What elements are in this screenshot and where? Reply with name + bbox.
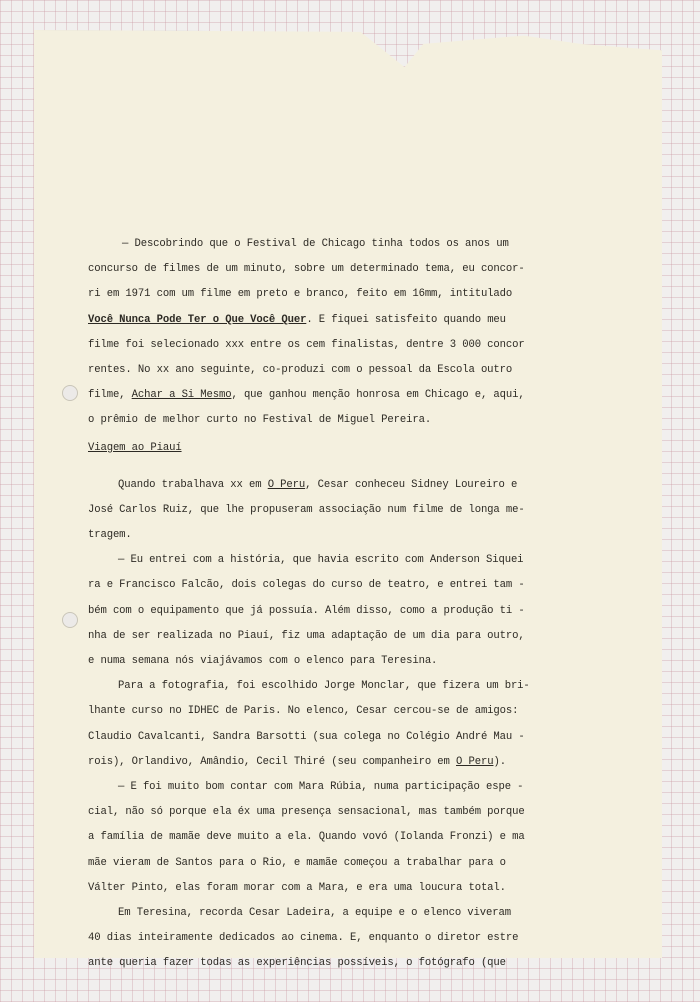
text-fragment: Quando trabalhava xx em xyxy=(118,478,268,491)
text-line: — Descobrindo que o Festival de Chicago tinha todos os anos um xyxy=(122,238,509,250)
text-line: bém com o equipamento que já possuía. Além disso, como a produção ti - xyxy=(88,604,525,617)
text-line: tragem. xyxy=(88,529,132,542)
text-fragment: , Cesar conheceu Sidney Loureiro e xyxy=(305,478,518,491)
text-fragment: rois), Orlandivo, Amândio, Cecil Thiré (seu companheiro em xyxy=(88,755,457,768)
film-title: Você Nunca Pode Ter o Que Você Quer xyxy=(88,313,307,326)
newspaper-title: O Peru xyxy=(456,755,494,768)
typewritten-text xyxy=(88,232,608,976)
text-line: rentes. No xx ano seguinte, co-produzi com o pessoal da Escola outro xyxy=(88,363,513,376)
text-line xyxy=(88,750,608,775)
text-line: ri em 1971 com um filme em preto e branco, feito em 16mm, intitulado xyxy=(88,288,513,301)
text-line: o prêmio de melhor curto no Festival de Miguel Pereira. xyxy=(88,414,432,427)
punch-hole-upper xyxy=(62,385,78,401)
text-line: 40 dias inteiramente dedicados ao cinema. E, enquanto o diretor estre xyxy=(88,932,519,945)
text-line: concurso de filmes de um minuto, sobre um determinado tema, eu concor- xyxy=(88,263,525,276)
text-line: filme foi selecionado xxx entre os cem finalistas, dentre 3 000 concor xyxy=(88,338,525,351)
text-line: Válter Pinto, elas foram morar com a Mara, e era uma loucura total. xyxy=(88,881,506,894)
text-line xyxy=(88,473,608,498)
text-line: — Eu entrei com a história, que havia escrito com Anderson Siquei xyxy=(118,554,524,567)
text-line: ante queria fazer todas as experiências possíveis, o fotógrafo (que xyxy=(88,957,506,970)
text-line: Para a fotografia, foi escolhido Jorge Monclar, que fizera um bri- xyxy=(118,680,530,693)
text-line: cial, não só porque ela éx uma presença sensacional, mas também porque xyxy=(88,806,525,819)
text-line: mãe vieram de Santos para o Rio, e mamãe começou a trabalhar para o xyxy=(88,856,506,869)
text-line: lhante curso no IDHEC de Paris. No elenco, Cesar cercou-se de amigos: xyxy=(88,705,519,718)
text-line: nha de ser realizada no Piauí, fiz uma adaptação de um dia para outro, xyxy=(88,629,525,642)
text-line: Em Teresina, recorda Cesar Ladeira, a equipe e o elenco viveram xyxy=(118,906,511,919)
text-fragment: filme, xyxy=(88,389,132,402)
text-fragment: . E fiquei satisfeito quando meu xyxy=(306,313,506,326)
text-line: ra e Francisco Falcão, dois colegas do curso de teatro, e entrei tam - xyxy=(88,579,525,592)
film-title: Achar a Si Mesmo xyxy=(131,389,232,402)
text-fragment: , que ganhou menção honrosa em Chicago e, aqui, xyxy=(231,389,525,402)
text-line: José Carlos Ruiz, que lhe propuseram associação num filme de longa me- xyxy=(88,503,525,516)
text-line xyxy=(88,308,608,333)
punch-hole-lower xyxy=(62,612,78,628)
text-line: Claudio Cavalcanti, Sandra Barsotti (sua colega no Colégio André Mau - xyxy=(88,730,525,743)
text-line: a família de mamãe deve muito a ela. Quando vovó (Iolanda Fronzi) e ma xyxy=(88,831,525,844)
section-heading-text: Viagem ao Piauí xyxy=(88,441,182,454)
text-line: — E foi muito bom contar com Mara Rúbia, numa participação espe - xyxy=(118,780,524,793)
spacer xyxy=(88,461,608,473)
newspaper-title: O Peru xyxy=(267,478,306,491)
section-heading xyxy=(88,436,608,461)
text-line: e numa semana nós viajávamos com o elenco para Teresina. xyxy=(88,655,438,667)
text-line xyxy=(88,383,608,408)
text-fragment: ). xyxy=(493,755,506,768)
